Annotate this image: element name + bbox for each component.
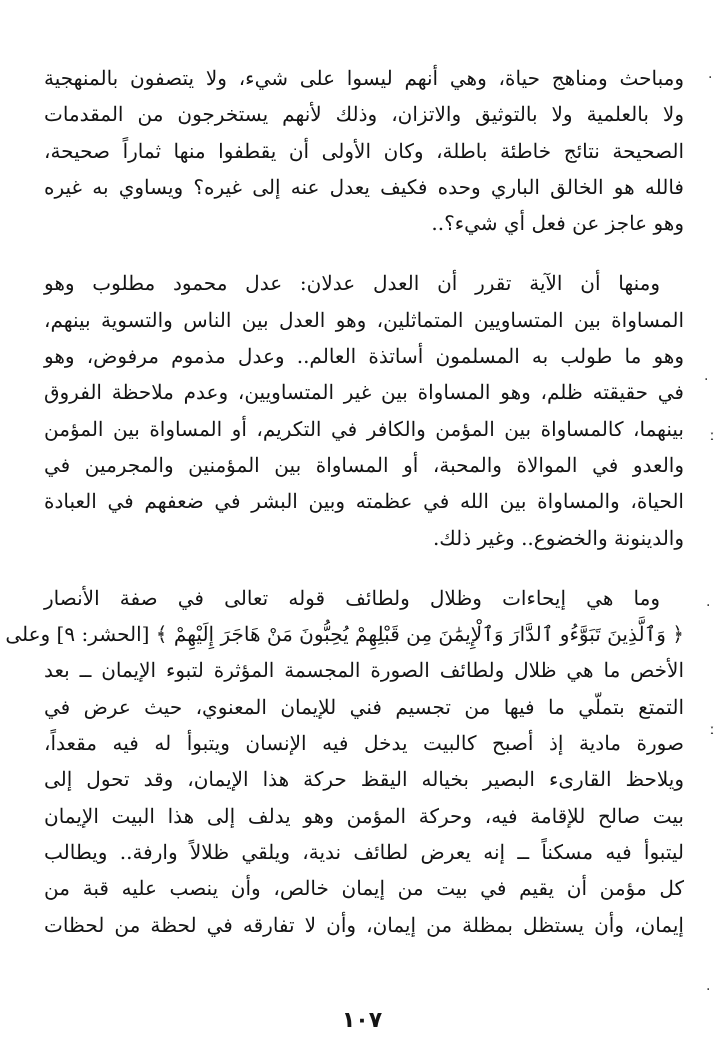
- text-line: ومباحث ومناهج حياة، وهي أنهم ليسوا على شيء، ولا يتصفون بالمنهجية: [44, 66, 684, 90]
- margin-dot: ː: [710, 722, 715, 738]
- quran-verse-line: ﴿ وَٱلَّذِينَ تَبَوَّءُو ٱلدَّارَ وَٱلْإِيمَٰنَ مِن قَبْلِهِمْ يُحِبُّونَ مَنْ هَاجَرَ إِلَيْهِمْ ﴾ [الحشر: ٩] وعلى: [5, 622, 684, 647]
- text-line: صورة مادية إذ أصبح كالبيت يدخل فيه الإنسان ويتبوأ له فيه مقعداً،: [44, 731, 684, 756]
- text-line: المساواة بين المتساويين المتماثلين، وهو العدل بين الناس والتسوية بينهم،: [44, 307, 684, 332]
- margin-dot: ː: [710, 428, 715, 444]
- margin-dot: ·: [708, 70, 713, 86]
- paragraph-3: [5, 580, 684, 943]
- text-line: والعدو في الموالاة والمحبة، أو المساواة بين المؤمنين والمجرمين في: [44, 452, 684, 477]
- text-line: الأخص ما هي ظلال ولطائف الصورة المجسمة المؤثرة لتبوء الإيمان ــ بعد: [44, 658, 684, 683]
- paragraph-1: [44, 60, 684, 241]
- text-line: الصحيحة نتائج خاطئة باطلة، وكان الأولى أن يقطفوا منها ثماراً صحيحة،: [44, 138, 684, 163]
- text-line: في حقيقته ظلم، وهو المساواة بين غير المتساويين، وعدم ملاحظة الفروق: [44, 380, 684, 405]
- page-text: [5, 60, 684, 943]
- text-line: ليتبوأ فيه مسكناً ــ إنه يعرض لطائف ندية، ويلقي ظلالاً وارفة.. ويطالب: [44, 839, 684, 864]
- text-line: بينهما، كالمساواة بين المؤمن والكافر في التكريم، أو المساواة بين المؤمن: [44, 416, 684, 441]
- paragraph-2: [44, 265, 684, 555]
- margin-dot: ·: [706, 982, 711, 998]
- text-line: إيمان، وأن يستظل بمظلة من إيمان، وأن لا تفارقه في لحظة من لحظات: [44, 912, 684, 937]
- text-line: التمتع بتملّي ما فيها من تجسيم فني للإيمان المعنوي، حيث عرض في: [44, 694, 684, 719]
- text-line: ومنها أن الآية تقرر أن العدل عدلان: عدل محمود مطلوب وهو: [44, 271, 660, 296]
- text-line: الحياة، والمساواة بين الله في عظمته وبين البشر في ضعفهم في العبادة: [44, 489, 684, 514]
- text-line: والدينونة والخضوع.. وغير ذلك.: [432, 525, 684, 550]
- text-line: وهو ما طولب به المسلمون أساتذة العالم.. وعدل مذموم مرفوض، وهو: [44, 344, 684, 369]
- margin-dot: ·: [706, 598, 711, 614]
- text-line: كل مؤمن أن يقيم في بيت من إيمان خالص، وأن ينصب عليه قبة من: [44, 876, 684, 901]
- page-number: ١٠٧: [341, 1008, 383, 1033]
- text-line: ويلاحظ القارىء البصير بخياله اليقظ حركة هذا الإيمان، وقد تحول إلى: [44, 767, 684, 792]
- text-line: ولا بالعلمية ولا بالتوثيق والاتزان، وذلك لأنهم يستخرجون من المقدمات: [44, 102, 684, 127]
- text-line: بيت صالح للإقامة فيه، وحركة المؤمن وهو يدلف إلى هذا البيت الإيمان: [44, 803, 684, 828]
- text-line: وهو عاجز عن فعل أي شيء؟..: [431, 211, 684, 236]
- text-line: وما هي إيحاءات وظلال ولطائف قوله تعالى في صفة الأنصار: [44, 585, 660, 610]
- text-line: فالله هو الخالق الباري وحده فكيف يعدل عنه إلى غيره؟ ويساوي به غيره: [44, 174, 684, 199]
- margin-dot: ·: [704, 372, 709, 388]
